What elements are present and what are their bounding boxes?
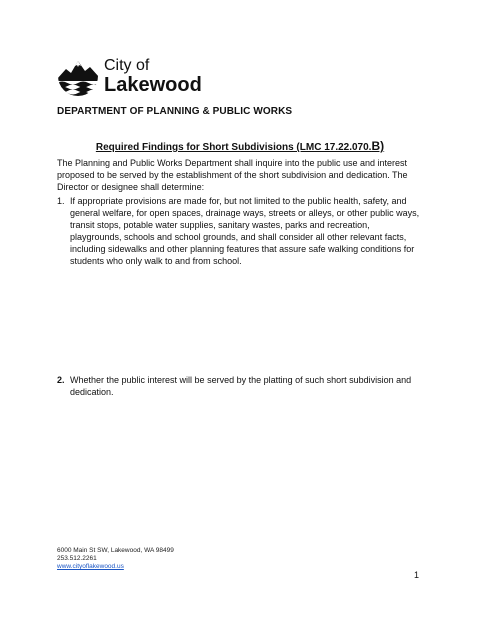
list-item-number: 1. — [57, 196, 65, 206]
city-logo — [57, 55, 202, 97]
list-item — [57, 196, 423, 267]
footer-address: 6000 Main St SW, Lakewood, WA 98499 — [57, 547, 174, 554]
department-title: DEPARTMENT OF PLANNING & PUBLIC WORKS — [57, 106, 293, 117]
heading-last-char: B) — [371, 139, 385, 153]
document-heading — [0, 137, 480, 155]
logo-city-text: City of — [104, 56, 150, 74]
footer-phone: 253.512.2261 — [57, 555, 97, 562]
page-number: 1 — [414, 570, 420, 580]
footer-contact — [57, 547, 174, 571]
list-item-number: 2. — [57, 375, 65, 385]
list-item-text: If appropriate provisions are made for, but not limited to the public health, safety, and general welfare, for open spaces, drainage ways, streets or alleys, or other public ways, transit stops, potable water supplies, sanitary wastes, parks and recreation, playgrounds, schools and school grounds, and shall consider all other relevant facts, including sidewalks and other planning features that assure safe walking conditions for students who only walk to and from school. — [70, 196, 420, 266]
list-item — [57, 375, 423, 399]
list-item-text: Whether the public interest will be served by the platting of such short subdivision and dedication. — [70, 375, 412, 397]
lakewood-mountain-logo-icon — [57, 55, 99, 97]
logo-name-text: Lakewood — [104, 73, 202, 96]
intro-paragraph: The Planning and Public Works Department shall inquire into the public use and interest proposed to be served by the establishment of the short subdivision and dedication. The Director or designee shall determine: — [57, 158, 408, 192]
heading-text: Required Findings for Short Subdivisions (LMC 17.22.070. — [95, 142, 372, 153]
footer-website-link[interactable]: www.cityoflakewood.us — [57, 563, 124, 570]
logo-wordmark — [104, 58, 202, 95]
